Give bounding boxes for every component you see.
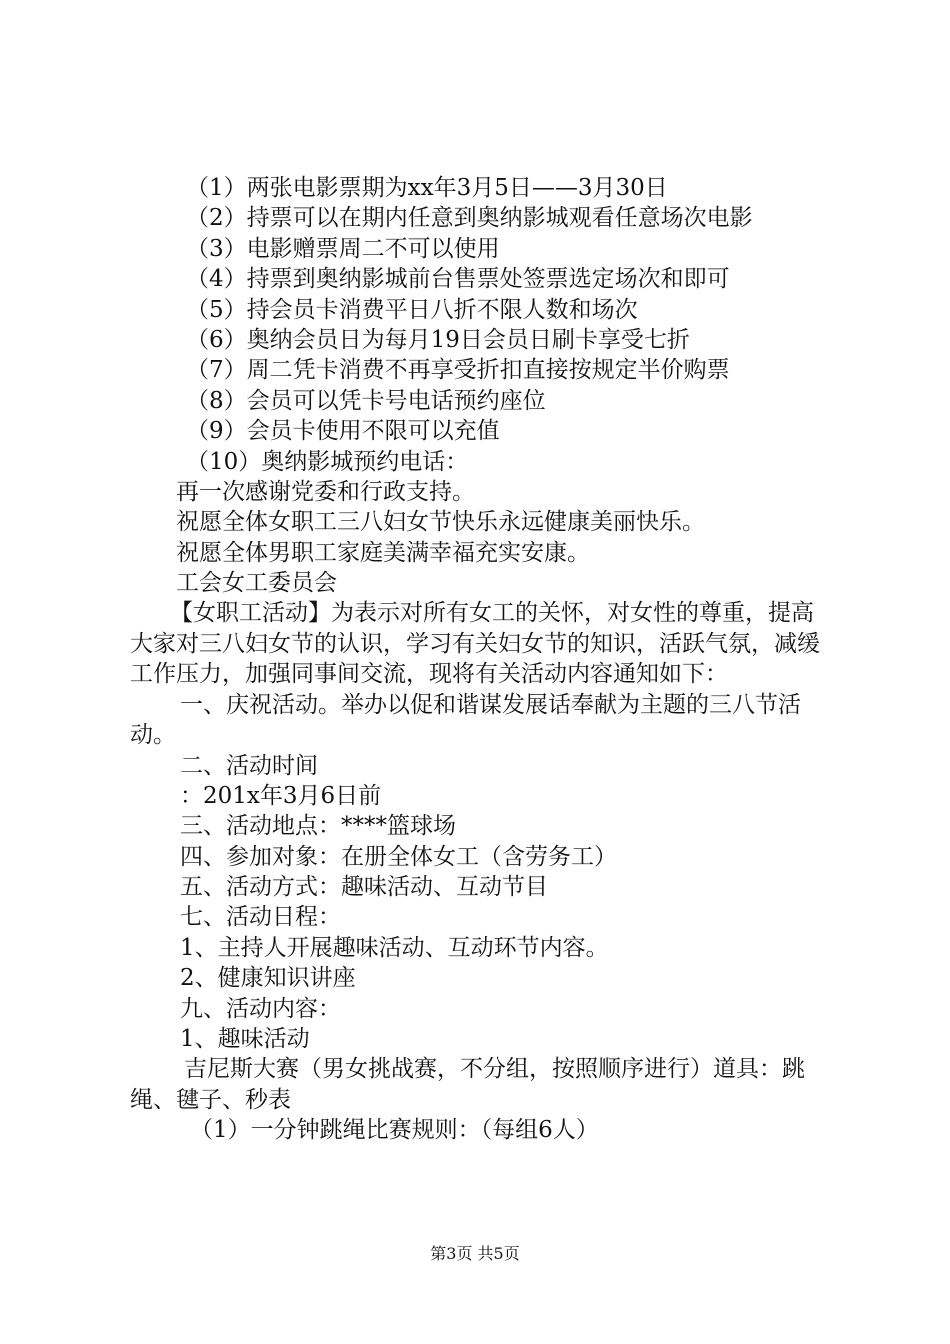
page-footer: 第3页 共5页	[430, 1244, 520, 1263]
closing-signature: 工会女工委员会	[176, 570, 337, 597]
closing-thanks: 再一次感谢党委和行政支持。	[176, 478, 475, 505]
notice-section-2-value: ：201x年3月6日前	[180, 782, 382, 809]
closing-wish-men: 祝愿全体男职工家庭美满幸福充实安康。	[176, 539, 590, 566]
ticket-rule-10: （10）奥纳影城预约电话：	[186, 448, 469, 475]
ticket-rule-6: （6）奥纳会员日为每月19日会员日刷卡享受七折	[186, 326, 690, 353]
guinness-contest: 吉尼斯大赛（男女挑战赛，不分组，按照顺序进行）道具：跳绳、毽子、秒表	[130, 1056, 805, 1113]
ticket-rule-4: （4）持票到奥纳影城前台售票处签票选定场次和即可	[186, 266, 730, 293]
ticket-rule-5: （5）持会员卡消费平日八折不限人数和场次	[186, 296, 638, 323]
notice-section-9-title: 九、活动内容：	[180, 995, 341, 1022]
notice-section-5: 五、活动方式：趣味活动、互动节目	[180, 874, 548, 901]
ticket-rule-9: （9）会员卡使用不限可以充值	[186, 418, 500, 445]
document-body	[130, 173, 830, 1146]
notice-section-7-title: 七、活动日程：	[180, 904, 341, 931]
notice-section-2-title: 二、活动时间	[180, 752, 318, 779]
content-item-1: 1、趣味活动	[180, 1026, 310, 1053]
closing-wish-women: 祝愿全体女职工三八妇女节快乐永远健康美丽快乐。	[176, 509, 705, 536]
ticket-rule-3: （3）电影赠票周二不可以使用	[186, 235, 500, 262]
ticket-rule-1: （1）两张电影票期为xx年3月5日——3月30日	[186, 175, 668, 201]
ticket-rule-2: （2）持票可以在期内任意到奥纳影城观看任意场次电影	[186, 205, 753, 232]
notice-intro: 【女职工活动】为表示对所有女工的关怀，对女性的尊重，提高大家对三八妇女节的认识，学习有关妇女节的知识，活跃气氛，减缓工作压力，加强同事间交流，现将有关活动内容通知如下：	[130, 600, 820, 688]
ticket-rule-8: （8）会员可以凭卡号电话预约座位	[186, 387, 546, 414]
ticket-rule-7: （7）周二凭卡消费不再享受折扣直接按规定半价购票	[186, 357, 730, 384]
rope-skipping-rule: （1）一分钟跳绳比赛规则：（每组6人）	[190, 1117, 599, 1144]
notice-section-4: 四、参加对象：在册全体女工（含劳务工）	[180, 843, 617, 870]
schedule-item-1: 1、主持人开展趣味活动、互动环节内容。	[180, 934, 609, 961]
schedule-item-2: 2、健康知识讲座	[180, 965, 356, 992]
notice-section-1: 一、庆祝活动。举办以促和谐谋发展话奉献为主题的三八节活动。	[130, 691, 801, 749]
notice-section-3: 三、活动地点：****篮球场	[180, 813, 456, 840]
